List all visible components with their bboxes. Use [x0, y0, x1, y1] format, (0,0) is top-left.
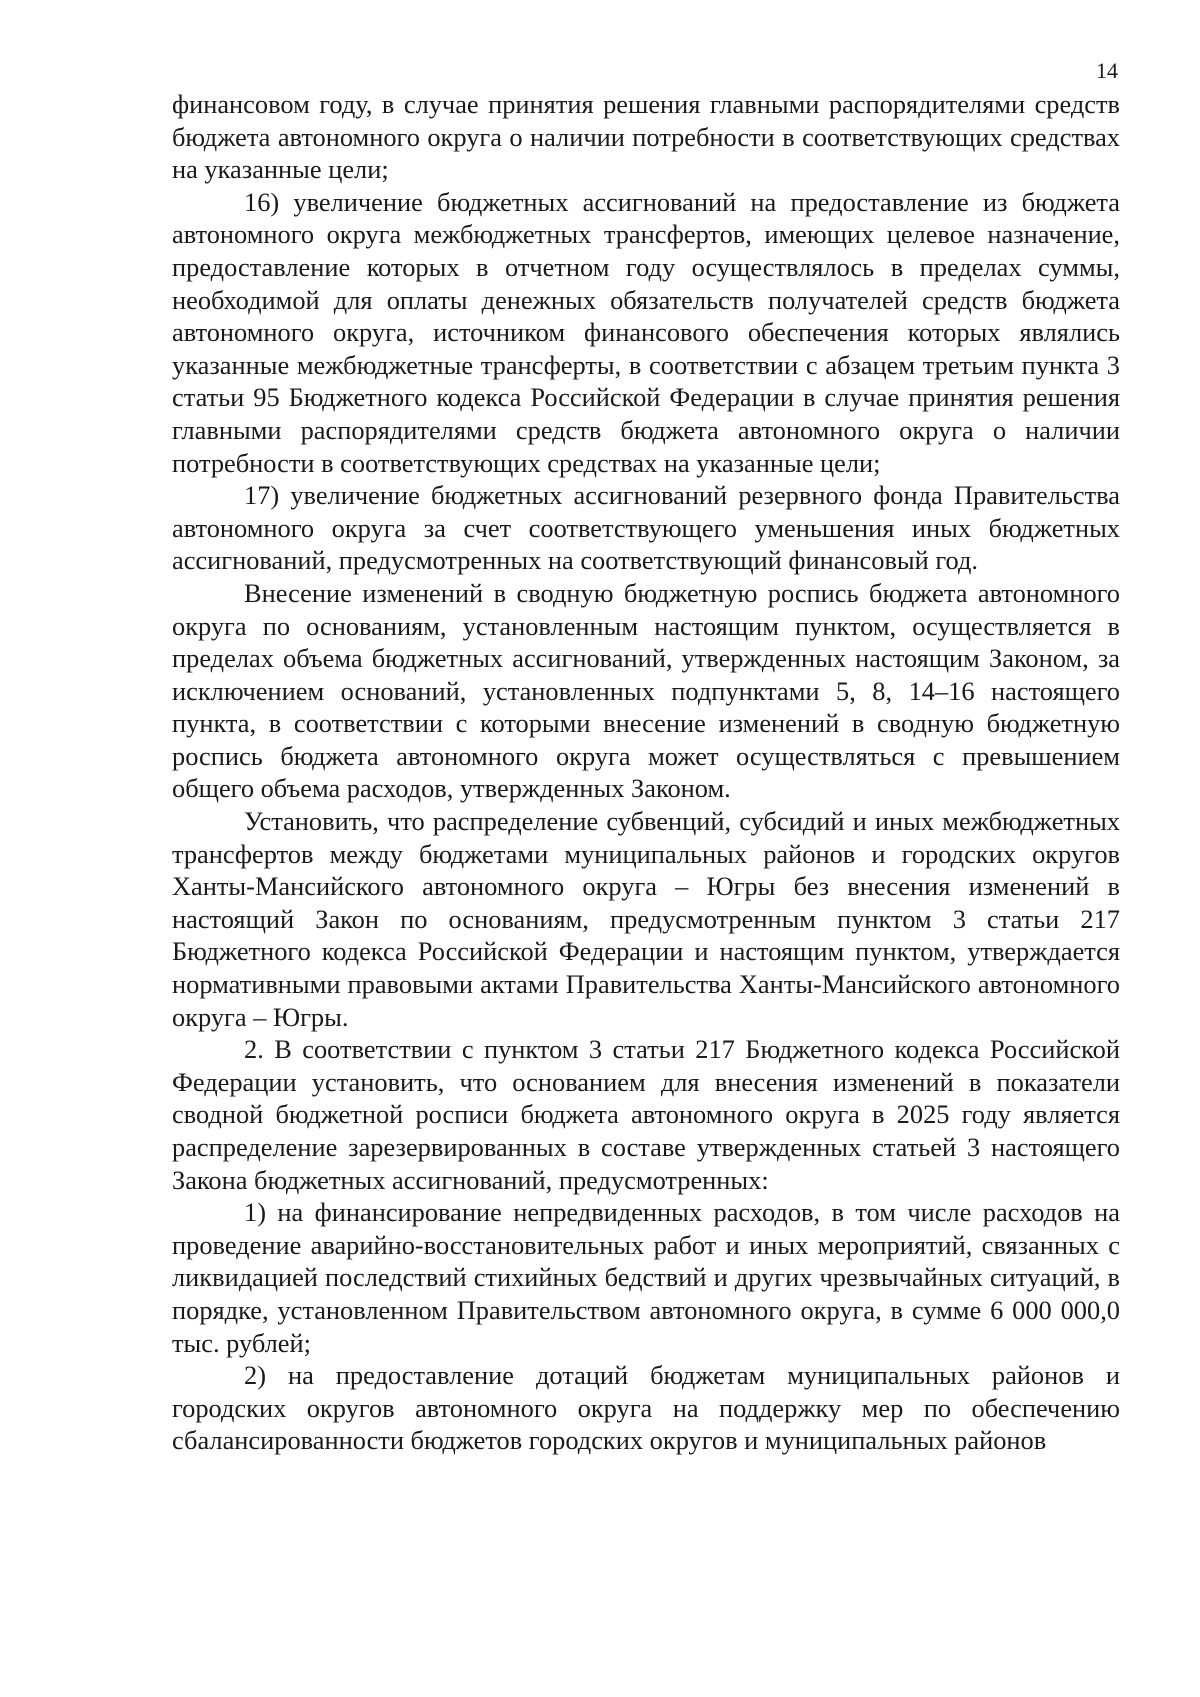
paragraph-section-2: 2. В соответствии с пунктом 3 статьи 217 Бюджетного кодекса Российской Федерации установить, что основанием для внесения изменений в показатели сводной бюджетной росписи бюджета автономного округа в 2025 году является распределение зарезервированных в составе утвержденных статьей 3 настоящего Закона бюджетных ассигнований, предусмотренных: — [172, 1034, 1120, 1195]
paragraph-item-17: 17) увеличение бюджетных ассигнований резервного фонда Правительства автономного округа за счет соответствующего уменьшения иных бюджетных ассигнований, предусмотренных на соответствующий финансовый год. — [172, 480, 1120, 576]
paragraph-item-16: 16) увеличение бюджетных ассигнований на предоставление из бюджета автономного округа межбюджетных трансфертов, имеющих целевое назначение, предоставление которых в отчетном году осуществлялось в пределах суммы, необходимой для оплаты денежных обязательств получателей средств бюджета автономного округа, источником финансового обеспечения которых являлись указанные межбюджетные трансферты, в соответствии с абзацем третьим пункта 3 статьи 95 Бюджетного кодекса Российской Федерации в случае принятия решения главными распорядителями средств бюджета автономного округа о наличии потребности в соответствующих средствах на указанные цели; — [172, 186, 1120, 478]
paragraph-subitem-1: 1) на финансирование непредвиденных расходов, в том числе расходов на проведение аварийно-восстановительных работ и иных мероприятий, связанных с ликвидацией последствий стихийных бедствий и других чрезвычайных ситуаций, в порядке, установленном Правительством автономного округа, в сумме 6 000 000,0 тыс. рублей; — [172, 1197, 1120, 1358]
paragraph-amendment-rules: Внесение изменений в сводную бюджетную роспись бюджета автономного округа по основаниям, установленным настоящим пунктом, осуществляется в пределах объема бюджетных ассигнований, утвержденных настоящим Законом, за исключением оснований, установленных подпунктами 5, 8, 14–16 настоящего пункта, в соответствии с которыми внесение изменений в сводную бюджетную роспись бюджета автономного округа может осуществляться с превышением общего объема расходов, утвержденных Законом. — [172, 577, 1120, 804]
paragraph-continuation: финансовом году, в случае принятия решения главными распорядителями средств бюджета автономного округа о наличии потребности в соответствующих средствах на указанные цели; — [172, 89, 1120, 185]
document-body — [172, 88, 1120, 1457]
paragraph-transfers-distribution: Установить, что распределение субвенций, субсидий и иных межбюджетных трансфертов между бюджетами муниципальных районов и городских округов Ханты-Мансийского автономного округа – Югры без внесения изменений в настоящий Закон по основаниям, предусмотренным пунктом 3 статьи 217 Бюджетного кодекса Российской Федерации и настоящим пунктом, утверждается нормативными правовыми актами Правительства Ханты-Мансийского автономного округа – Югры. — [172, 806, 1120, 1032]
paragraph-subitem-2: 2) на предоставление дотаций бюджетам муниципальных районов и городских округов автономного округа на поддержку мер по обеспечению сбалансированности бюджетов городских округов и муниципальных районов — [172, 1360, 1120, 1456]
page-number: 14 — [1096, 58, 1118, 83]
